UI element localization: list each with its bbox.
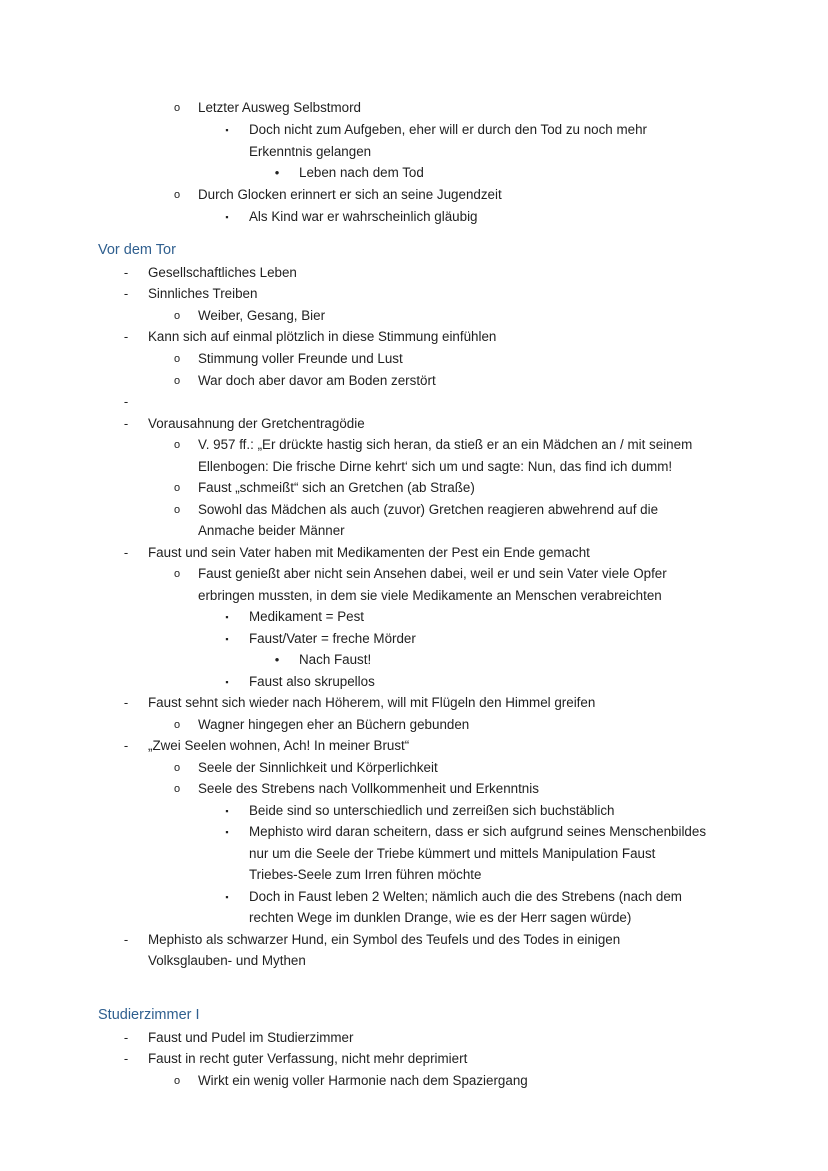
list-item xyxy=(0,184,804,206)
list-item xyxy=(0,757,804,779)
list-item-text: Faust und sein Vater haben mit Medikamenten der Pest ein Ende gemacht xyxy=(148,545,590,560)
list-item-text: Vorausahnung der Gretchentragödie xyxy=(148,416,365,431)
circle-bullet-icon: o xyxy=(173,504,181,516)
list-item xyxy=(0,671,804,693)
list-item-text: War doch aber davor am Boden zerstört xyxy=(198,373,436,388)
list-item xyxy=(0,628,804,650)
list-item xyxy=(0,477,804,499)
list-item-text: Faust „schmeißt“ sich an Gretchen (ab Straße) xyxy=(198,480,475,495)
list-item-continuation xyxy=(0,456,804,478)
square-bullet-icon: ▪ xyxy=(225,212,229,222)
list-item-text: Stimmung voller Freunde und Lust xyxy=(198,351,403,366)
list-item xyxy=(0,262,804,284)
list-item-text: V. 957 ff.: „Er drückte hastig sich heran, da stieß er an ein Mädchen an / mit seinem xyxy=(198,437,693,452)
list-item xyxy=(0,1048,804,1070)
list-item xyxy=(0,348,804,370)
circle-bullet-icon: o xyxy=(173,482,181,494)
list-item-text: erbringen mussten, in dem sie viele Medikamente an Menschen verabreichten xyxy=(198,588,662,603)
dash-bullet-icon: - xyxy=(123,695,129,710)
list-item-continuation xyxy=(0,141,804,163)
list-item-text: Triebes-Seele zum Irren führen möchte xyxy=(249,867,482,882)
list-item-text: Volksglauben- und Mythen xyxy=(148,953,306,968)
list-item-continuation xyxy=(0,585,804,607)
list-item-text: Mephisto als schwarzer Hund, ein Symbol des Teufels und des Todes in einigen xyxy=(148,932,621,947)
circle-bullet-icon: o xyxy=(173,353,181,365)
list-item xyxy=(0,542,804,564)
list-item-text: Faust also skrupellos xyxy=(249,674,375,689)
list-item xyxy=(0,283,804,305)
list-item xyxy=(0,563,804,585)
list-item xyxy=(0,929,804,951)
list-item-text: Weiber, Gesang, Bier xyxy=(198,308,326,323)
list-item-text: Gesellschaftliches Leben xyxy=(148,265,297,280)
list-item-text: Faust sehnt sich wieder nach Höherem, will mit Flügeln den Himmel greifen xyxy=(148,695,596,710)
list-item-text: Faust/Vater = freche Mörder xyxy=(249,631,416,646)
list-item-continuation xyxy=(0,907,804,929)
list-item-text: Leben nach dem Tod xyxy=(299,165,424,180)
list-item-text: Beide sind so unterschiedlich und zerreißen sich buchstäblich xyxy=(249,803,615,818)
circle-bullet-icon: o xyxy=(173,189,181,201)
list-item-text: Doch nicht zum Aufgeben, eher will er durch den Tod zu noch mehr xyxy=(249,122,647,137)
section-heading: Studierzimmer I xyxy=(98,1007,200,1023)
list-item-text: Seele der Sinnlichkeit und Körperlichkeit xyxy=(198,760,438,775)
circle-bullet-icon: o xyxy=(173,719,181,731)
circle-bullet-icon: o xyxy=(173,102,181,114)
dash-bullet-icon: - xyxy=(123,1030,129,1045)
list-item-text: Medikament = Pest xyxy=(249,609,364,624)
list-item-text: Wagner hingegen eher an Büchern gebunden xyxy=(198,717,470,732)
list-item-text: Faust und Pudel im Studierzimmer xyxy=(148,1030,354,1045)
circle-bullet-icon: o xyxy=(173,375,181,387)
dash-bullet-icon: - xyxy=(123,394,129,409)
circle-bullet-icon: o xyxy=(173,783,181,795)
list-item-empty xyxy=(0,391,804,413)
list-item-continuation xyxy=(0,843,804,865)
dash-bullet-icon: - xyxy=(123,545,129,560)
list-item xyxy=(0,821,804,843)
list-item-text: Sowohl das Mädchen als auch (zuvor) Gretchen reagieren abwehrend auf die xyxy=(198,502,659,517)
square-bullet-icon: ▪ xyxy=(225,806,229,816)
dot-bullet-icon: • xyxy=(274,165,280,180)
dash-bullet-icon: - xyxy=(123,286,129,301)
list-item-text: „Zwei Seelen wohnen, Ach! In meiner Brust“ xyxy=(148,738,410,753)
dash-bullet-icon: - xyxy=(123,416,129,431)
list-item xyxy=(0,326,804,348)
list-item xyxy=(0,886,804,908)
list-item xyxy=(0,735,804,757)
list-item xyxy=(0,606,804,628)
square-bullet-icon: ▪ xyxy=(225,677,229,687)
list-item xyxy=(0,97,804,119)
list-item xyxy=(0,649,804,671)
square-bullet-icon: ▪ xyxy=(225,827,229,837)
list-item xyxy=(0,499,804,521)
list-item xyxy=(0,206,804,228)
list-item-text: Durch Glocken erinnert er sich an seine Jugendzeit xyxy=(198,187,502,202)
dash-bullet-icon: - xyxy=(123,265,129,280)
list-item-text: Erkenntnis gelangen xyxy=(249,144,372,159)
list-item xyxy=(0,370,804,392)
dash-bullet-icon: - xyxy=(123,738,129,753)
list-item-text: Ellenbogen: Die frische Dirne kehrt‘ sich um und sagte: Nun, das find ich dumm! xyxy=(198,459,673,474)
dash-bullet-icon: - xyxy=(123,1051,129,1066)
list-item-text: Doch in Faust leben 2 Welten; nämlich auch die des Strebens (nach dem xyxy=(249,889,682,904)
list-item xyxy=(0,162,804,184)
list-item xyxy=(0,714,804,736)
square-bullet-icon: ▪ xyxy=(225,634,229,644)
list-item xyxy=(0,434,804,456)
list-item xyxy=(0,413,804,435)
list-item-text: Als Kind war er wahrscheinlich gläubig xyxy=(249,209,478,224)
dash-bullet-icon: - xyxy=(123,932,129,947)
list-item-text: Seele des Strebens nach Vollkommenheit und Erkenntnis xyxy=(198,781,539,796)
list-item xyxy=(0,305,804,327)
list-item-continuation xyxy=(0,864,804,886)
list-item-text: Kann sich auf einmal plötzlich in diese Stimmung einfühlen xyxy=(148,329,497,344)
list-item-continuation xyxy=(0,950,804,972)
list-item-text: Anmache beider Männer xyxy=(198,523,345,538)
square-bullet-icon: ▪ xyxy=(225,125,229,135)
list-item-text: Mephisto wird daran scheitern, dass er sich aufgrund seines Menschenbildes xyxy=(249,824,707,839)
list-item xyxy=(0,1027,804,1049)
list-item xyxy=(0,778,804,800)
list-item-text: Sinnliches Treiben xyxy=(148,286,258,301)
list-item-text: nur um die Seele der Triebe kümmert und mittels Manipulation Faust xyxy=(249,846,656,861)
list-item xyxy=(0,692,804,714)
dash-bullet-icon: - xyxy=(123,329,129,344)
list-item-text: Nach Faust! xyxy=(299,652,372,667)
list-item-text: Faust in recht guter Verfassung, nicht mehr deprimiert xyxy=(148,1051,468,1066)
square-bullet-icon: ▪ xyxy=(225,612,229,622)
section-heading: Vor dem Tor xyxy=(98,242,176,258)
list-item-text: Faust genießt aber nicht sein Ansehen dabei, weil er und sein Vater viele Opfer xyxy=(198,566,667,581)
list-item-text: rechten Wege im dunklen Drange, wie es der Herr sagen würde) xyxy=(249,910,632,925)
dot-bullet-icon: • xyxy=(274,652,280,667)
circle-bullet-icon: o xyxy=(173,568,181,580)
square-bullet-icon: ▪ xyxy=(225,892,229,902)
list-item-continuation xyxy=(0,520,804,542)
list-item xyxy=(0,119,804,141)
circle-bullet-icon: o xyxy=(173,762,181,774)
list-item xyxy=(0,1070,804,1092)
circle-bullet-icon: o xyxy=(173,310,181,322)
circle-bullet-icon: o xyxy=(173,1075,181,1087)
list-item-text: Letzter Ausweg Selbstmord xyxy=(198,100,362,115)
list-item xyxy=(0,800,804,822)
list-item-text: Wirkt ein wenig voller Harmonie nach dem Spaziergang xyxy=(198,1073,528,1088)
circle-bullet-icon: o xyxy=(173,439,181,451)
